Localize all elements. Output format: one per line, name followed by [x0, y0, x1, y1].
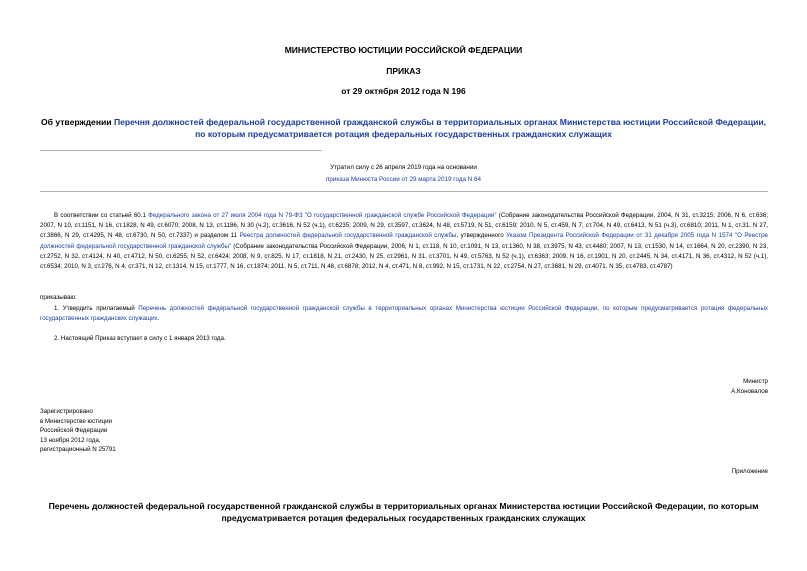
title-prefix: Об утверждении — [40, 117, 114, 127]
top-divider — [40, 150, 322, 151]
title-link[interactable]: Перечня должностей федеральной государственной гражданской службы в территориальных органах Министерства юстиции Российской Федерации, по которым предусматривается ротация федеральных государственных гражданских служащих — [113, 117, 767, 139]
preamble-text-3: , утвержденного — [456, 232, 507, 240]
item-1-end: . — [157, 315, 160, 323]
status-divider — [40, 191, 768, 192]
signature-name: А.Коновалов — [731, 388, 768, 395]
registration-line: 13 ноября 2012 года, — [40, 436, 101, 444]
signature-position: Министр — [743, 378, 768, 385]
registration-line: Зарегистрировано — [40, 408, 93, 415]
item-2-paragraph: 2. Настоящий Приказ вступает в силу с 1 января 2013 года. — [54, 335, 226, 342]
doc-type-heading: ПРИКАЗ — [386, 66, 421, 76]
appendix-label: Приложение — [731, 468, 768, 475]
status-link[interactable]: приказа Минюста России от 29 марта 2019 года N 64 — [325, 176, 482, 183]
ministry-heading: МИНИСТЕРСТВО ЮСТИЦИИ РОССИЙСКОЙ ФЕДЕРАЦИИ — [284, 45, 523, 55]
preamble-text-2: (Собрание законодательства Российской Федерации, 2004, N 31, ст.3215; 2006, N 6, ст.636; 2007, N 10, ст.1151, N 16, ст.1828, N 49, ст.6070; 2008, N 13, ст.1186, N 30 (ч.2), ст.3616, N 52 (ч.1), ст.6235; 2009, N 29, ст.3597, ст.3624, N 48, ст.5719, N 51, ст.6159; 2010, N 5, ст.459, N 7, ст.704, N 49, ст.6413, N 51 (ч.3), ст.6810; 2011, N 1, ст.31, N 27, ст.3866, N 29, ст.4295, N 48, ст.6730, N 50, ст.7337) и разделом 11 — [40, 212, 768, 240]
preamble-text-1: В соответствии со статьей 60.1 — [54, 212, 149, 219]
item-1-paragraph — [40, 304, 768, 324]
registration-block — [40, 407, 116, 455]
doc-date-number: от 29 октября 2012 года N 196 — [341, 86, 466, 96]
status-note: Утратил силу с 26 апреля 2019 года на основании — [330, 164, 477, 171]
preamble-paragraph — [40, 211, 768, 272]
order-word: приказываю: — [40, 294, 77, 301]
document-title — [40, 116, 767, 140]
presidential-decree-link[interactable]: Указом Президента Российской Федерации от 31 декабря 2005 года N 1574 "О Реестре должностей федеральной государственной гражданской службы" — [40, 232, 768, 250]
preamble-text-4: (Собрание законодательства Российской Федерации, 2006, N 1, ст.118, N 10, ст.1091, N 13, ст.1360, N 38, ст.3975, N 43, ст.4480; 2007, N 13, ст.1530, N 14, ст.1664, N 20, ст.2390, N 23, ст.2752, N 32, ст.4124, N 40, ст.4712, N 50, ст.6255, N 52, ст.6424; 2008, N 9, ст.825, N 17, ст.1818, N 21, ст.2430, N 25, ст.2961, N 31, ст.3701, N 49, ст.5763, N 52 (ч.1), ст.6363; 2009, N 16, ст.1901, N 20, ст.2445, N 34, ст.4171, N 36, ст.4312, N 52 (ч.1), ст.6534; 2010, N 3, ст.276, N 4, ст.371, N 12, ст.1314, N 15, ст.1777, N 16, ст.1874; 2011, N 5, ст.711, N 48, ст.6878; 2012, N 4, ст.471, N 8, ст.992, N 15, ст.1731, N 22, ст.2754, N 27, ст.3681, N 29, ст.4071, N 35, ст.4783, ст.4787) — [40, 242, 768, 271]
registration-line: в Министерстве юстиции — [40, 417, 113, 425]
registration-line: регистрационный N 25791 — [40, 446, 116, 453]
registration-line: Российской Федерации — [40, 427, 108, 434]
item-1-text: 1. Утвердить прилагаемый — [54, 305, 139, 312]
federal-law-link[interactable]: Федерального закона от 27 июля 2004 года N 79-ФЗ "О государственной гражданской службе Российской Федерации" — [148, 212, 497, 219]
appendix-title: Перечень должностей федеральной государственной гражданской службы в территориальных органах Министерства юстиции Российской Федерации, по которым предусматривается ротация федеральных государственных гражданских служащих — [48, 501, 759, 523]
registry-link[interactable]: Реестра должностей федеральной государственной гражданской службы — [239, 232, 457, 240]
list-of-positions-link[interactable]: Перечень должностей федеральной государственной гражданской службы в территориальных органах Министерства юстиции Российской Федерации, по которым предусматривается ротация федеральных государственных гражданских служащих — [40, 305, 768, 323]
